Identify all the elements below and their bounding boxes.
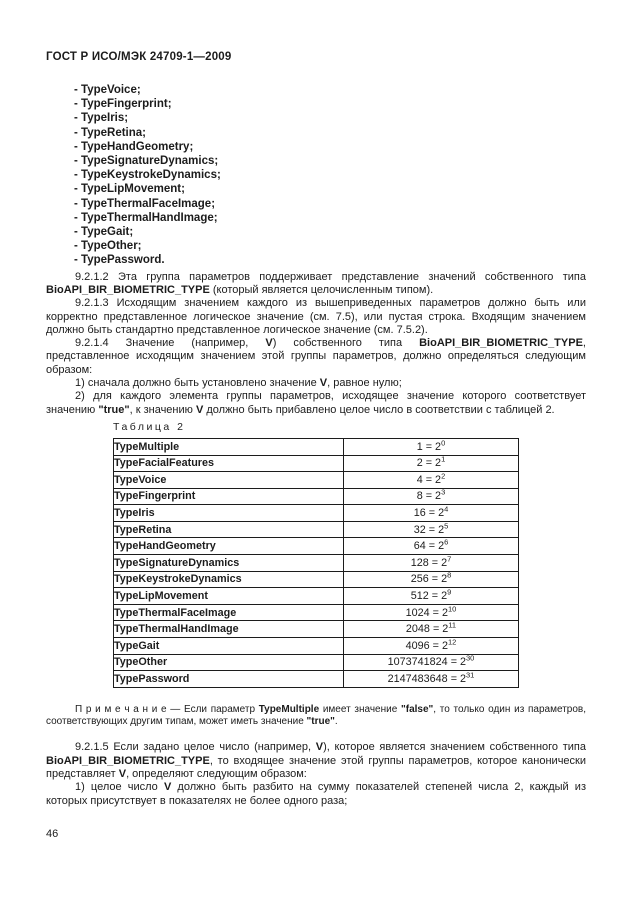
type-value-cell [344,505,519,522]
power-base: 1 = 2 [416,440,442,453]
list-item: - TypeKeystrokeDynamics; [74,169,221,182]
document-header-title: ГОСТ Р ИСО/МЭК 24709-1—2009 [46,51,232,63]
table-row [114,438,519,455]
paragraph-9-2-1-4-item-2: 2) для каждого элемента группы параметров, исходящее значение которого соответствует значению "true", к значению V должно быть прибавлено целое число в соответствии с таблицей 2. [46,390,586,416]
power-base: 64 = 2 [413,540,445,553]
table-2-block [113,421,519,688]
table-row [114,472,519,489]
power-exponent: 3 [441,487,446,497]
table-row [114,604,519,621]
power-base: 2048 = 2 [405,623,449,636]
table-row [114,671,519,688]
table-2-body [114,438,519,687]
type-list [74,83,586,268]
paragraph-9-2-1-3: 9.2.1.3 Исходящим значением каждого из вышеприведенных параметров должно быть или корректно представленное логическое значение (см. 7.5), или пустая строка. Входящим значением должно быть стандартно представленное логическое значение (см. 7.5.2). [46,297,586,336]
list-item: - TypeRetina; [74,126,146,139]
power-exponent: 5 [444,521,449,531]
list-item: - TypeFingerprint; [74,98,172,111]
list-item: - TypeVoice; [74,84,141,96]
type-value-cell [344,571,519,588]
power-base: 4 = 2 [416,473,442,486]
paragraph-9-2-1-5: 9.2.1.5 Если задано целое число (например, V), которое является значением собственного типа BioAPI_BIR_BIOMETRIC_TYPE, то входящее значение этой группы параметров, которое канонически представляет V, определяют следующим образом: [46,741,587,780]
power-exponent: 31 [466,670,475,680]
power-exponent: 9 [447,587,452,597]
type-name-cell: TypeFacialFeatures [114,455,344,472]
table-row [114,638,519,655]
type-name-cell: TypeRetina [114,521,344,538]
type-value-cell [344,654,519,671]
power-base: 8 = 2 [416,490,442,503]
type-name-cell: TypePassword [114,671,344,688]
type-value-cell [344,671,519,688]
power-base: 2 = 2 [416,457,442,470]
power-base: 256 = 2 [410,573,448,586]
list-item: - TypeLipMovement; [74,183,185,196]
power-exponent: 8 [447,570,452,580]
type-value-cell [344,438,519,455]
power-exponent: 11 [448,620,457,630]
power-base: 1024 = 2 [405,606,448,619]
type-value-cell [344,638,519,655]
type-value-cell [344,538,519,555]
type-name-cell: TypeThermalHandImage [114,621,344,638]
power-exponent: 6 [444,537,449,547]
type-value-cell [344,555,519,572]
type-value-cell [344,521,519,538]
list-item: - TypePassword. [74,254,165,267]
type-name-cell: TypeOther [114,654,344,671]
table-row [114,571,519,588]
list-item: - TypeHandGeometry; [74,140,194,153]
type-name-cell: TypeMultiple [114,438,344,455]
power-exponent: 7 [447,554,452,564]
paragraph-9-2-1-5-item-1: 1) целое число V должно быть разбито на сумму показателей степеней числа 2, каждый из которых присутствует в показателях не более одного раза; [46,781,586,807]
power-base: 4096 = 2 [405,639,448,652]
list-item: - TypeGait; [74,226,134,239]
table-row [114,521,519,538]
type-value-cell [344,455,519,472]
type-name-cell: TypeVoice [114,472,344,489]
list-item: - TypeOther; [74,240,142,253]
type-name-cell: TypeHandGeometry [114,538,344,555]
power-exponent: 1 [441,454,446,464]
type-name-cell: TypeIris [114,505,344,522]
power-base: 32 = 2 [413,523,445,536]
power-base: 2147483648 = 2 [387,673,466,686]
paragraph-9-2-1-2: 9.2.1.2 Эта группа параметров поддерживает представление значений собственного типа BioAPI_BIR_BIOMETRIC_TYPE (который является целочисленным типом). [46,270,586,296]
type-value-cell [344,604,519,621]
table-2 [113,438,519,688]
power-exponent: 30 [466,653,475,663]
type-value-cell [344,588,519,605]
power-exponent: 4 [444,504,449,514]
type-value-cell [344,488,519,505]
note-paragraph: П р и м е ч а н и е — Если параметр TypeMultiple имеет значение "false", то только один из параметров, соответствующих другим типам, может иметь значение "true". [46,703,586,728]
paragraph-9-2-1-4: 9.2.1.4 Значение (например, V) собственного типа BioAPI_BIR_BIOMETRIC_TYPE, представленное исходящим значением этой группы параметров, должно определяться следующим образом: [46,337,586,376]
power-base: 16 = 2 [413,507,445,520]
page-number: 46 [46,828,59,840]
type-name-cell: TypeSignatureDynamics [114,555,344,572]
power-base: 1073741824 = 2 [387,656,466,669]
type-name-cell: TypeKeystrokeDynamics [114,571,344,588]
list-item: - TypeThermalFaceImage; [74,197,216,210]
list-item: - TypeSignatureDynamics; [74,155,219,168]
list-item: - TypeThermalHandImage; [74,211,218,224]
type-name-cell: TypeLipMovement [114,588,344,605]
table-row [114,621,519,638]
type-name-cell: TypeFingerprint [114,488,344,505]
power-exponent: 10 [448,604,457,614]
table-2-label: Таблица 2 [113,420,186,433]
table-row [114,488,519,505]
table-row [114,455,519,472]
power-exponent: 2 [441,471,446,481]
paragraph-9-2-1-4-item-1: 1) сначала должно быть установлено значение V, равное нулю; [75,377,402,390]
type-value-cell [344,621,519,638]
table-row [114,505,519,522]
power-base: 128 = 2 [410,556,448,569]
table-row [114,555,519,572]
table-row [114,654,519,671]
table-row [114,588,519,605]
table-row [114,538,519,555]
power-base: 512 = 2 [410,590,448,603]
type-value-cell [344,472,519,489]
power-exponent: 0 [441,438,446,448]
type-name-cell: TypeGait [114,638,344,655]
power-exponent: 12 [448,637,457,647]
type-name-cell: TypeThermalFaceImage [114,604,344,621]
list-item: - TypeIris; [74,112,129,125]
